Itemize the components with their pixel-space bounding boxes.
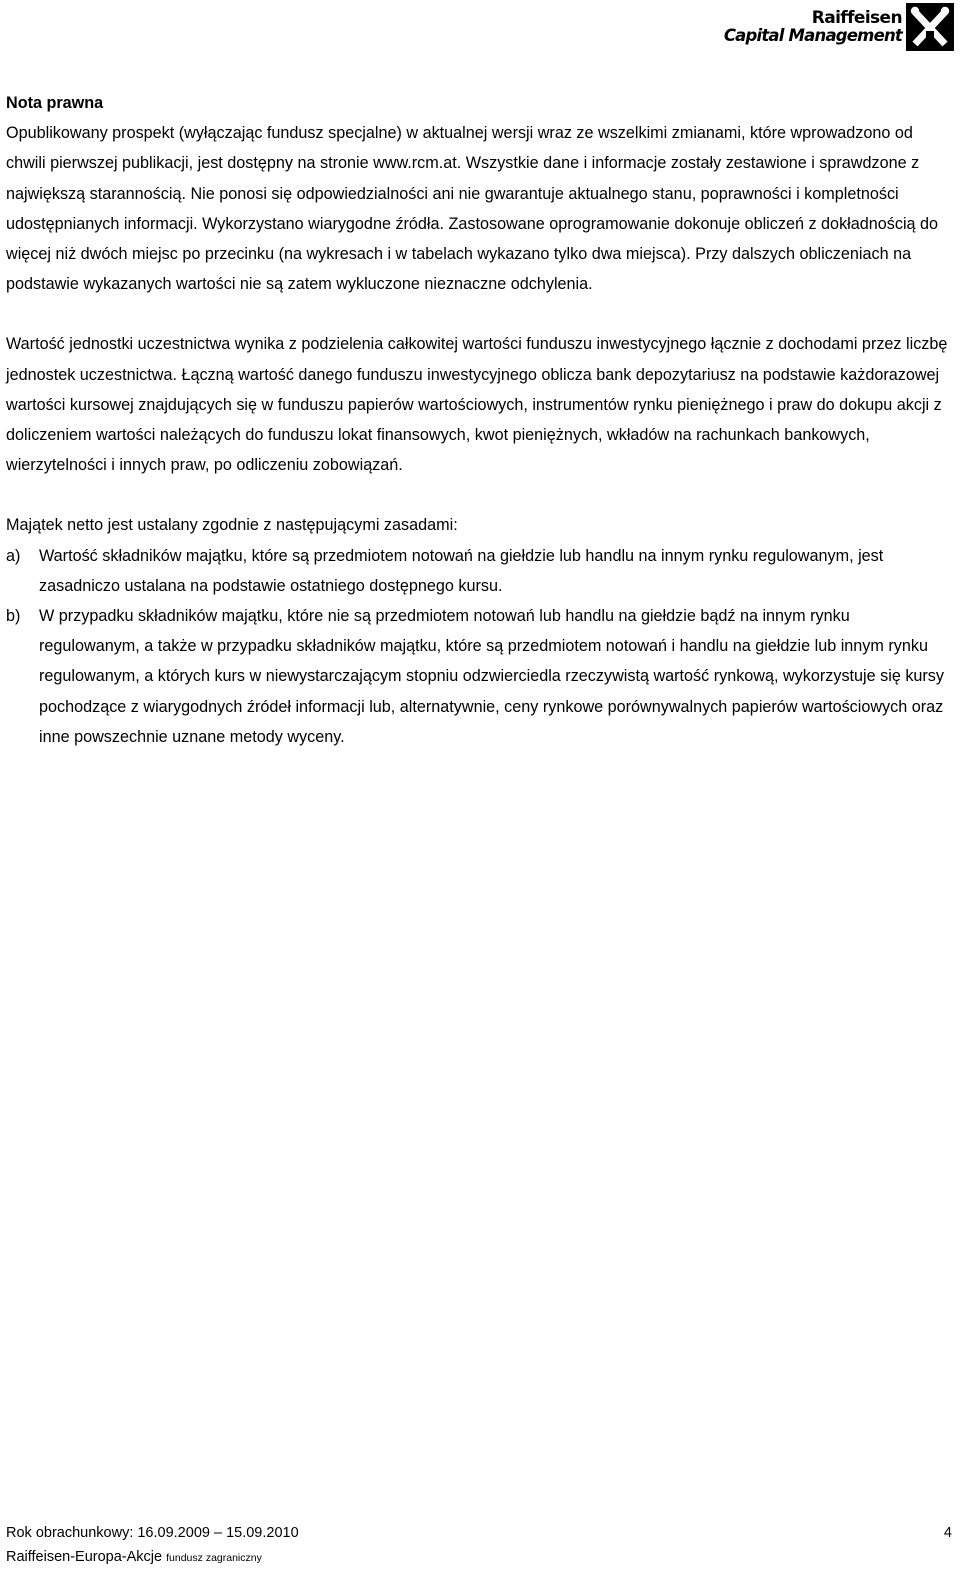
- fund-name-label: Raiffeisen-Europa-Akcje: [6, 1549, 163, 1565]
- list-item-text: W przypadku składników majątku, które nie są przedmiotem notowań lub handlu na giełdzie bądź na innym rynku regulowanym, a także w przypadku składników majątku, które są przedmiotem notowań i handlu na giełdzie lub innym rynku regulowanym, a których kurs w niewystarczającym stopniu odzwierciedla rzeczywistą wartość rynkową, wykorzystuje się kursy pochodzące z wiarygodnych źródeł informacji lub, alternatywnie, ceny rynkowe porównywalnych papierów wartościowych oraz inne powszechnie uznane metody wyceny.: [39, 607, 944, 746]
- logo-line1: Raiffeisen: [811, 8, 902, 28]
- list-item-label: a): [6, 546, 21, 565]
- disclaimer-paragraph: Opublikowany prospekt (wyłączając fundusz specjalne) w aktualnej wersji wraz ze wszelkimi zmianami, które wprowadzono od chwili pierwszej publikacji, jest dostępny na stronie www.rcm.at. Wszystkie dane i informacje zostały zestawione i sprawdzone z największą starannością. Nie ponosi się odpowiedzialności ani nie gwarantuje aktualnego stanu, poprawności i kompletności udostępnianych informacji. Wykorzystano wiarygodne źródła. Zastosowane oprogramowanie dokonuje obliczeń z dokładnością do więcej niż dwóch miejsc po przecinku (na wykresach i w tabelach wykazano tylko dwa miejsca). Przy dalszych obliczeniach na podstawie wykazanych wartości nie są zatem wykluczone nieznaczne odchylenia.: [6, 124, 939, 294]
- section-heading: Nota prawna: [6, 94, 104, 112]
- list-item-text: Wartość składników majątku, które są przedmiotem notowań na giełdzie lub handlu na innym rynku regulowanym, jest zasadniczo ustalana na podstawie ostatniego dostępnego kursu.: [39, 546, 884, 595]
- raiffeisen-gable-cross-icon: [906, 3, 954, 51]
- list-item: [6, 541, 951, 601]
- list-item-label: b): [6, 607, 21, 626]
- page-footer: [6, 1521, 952, 1570]
- fund-type: fundusz zagraniczny: [166, 1552, 262, 1564]
- fiscal-year: Rok obrachunkowy: 16.09.2009 – 15.09.2010: [6, 1525, 299, 1541]
- list-item: [6, 601, 951, 752]
- company-logo: [724, 2, 954, 52]
- logo-line2: Capital Management: [723, 26, 902, 45]
- legal-notice-section: [6, 88, 951, 752]
- logo-wordmark: [724, 10, 902, 44]
- fund-name: [6, 1545, 262, 1570]
- page-number: 4: [943, 1525, 952, 1541]
- unit-value-paragraph: Wartość jednostki uczestnictwa wynika z podzielenia całkowitej wartości funduszu inwestycyjnego łącznie z dochodami przez liczbę jednostek uczestnictwa. Łączną wartość danego funduszu inwestycyjnego oblicza bank depozytariusz na podstawie każdorazowej wartości kursowej znajdujących się w funduszu papierów wartościowych, instrumentów rynku pieniężnego i praw do dokupu akcji z doliczeniem wartości należących do funduszu lokat finansowych, kwot pieniężnych, wkładów na rachunkach bankowych, wierzytelności i innych praw, po odliczeniu zobowiązań.: [6, 335, 948, 475]
- logo-mark-door: [926, 31, 934, 44]
- net-assets-intro: Majątek netto jest ustalany zgodnie z następującymi zasadami:: [6, 516, 458, 535]
